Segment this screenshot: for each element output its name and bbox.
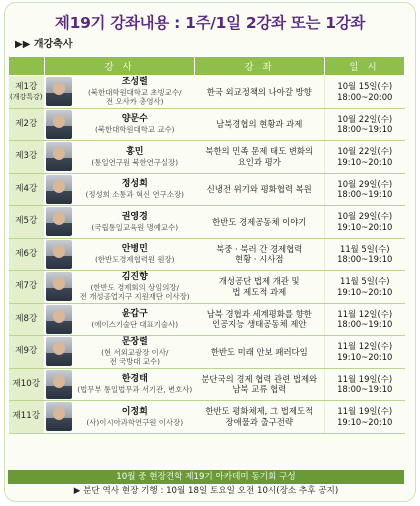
lecturer-name: 양문수 [121, 114, 148, 124]
lecture-topic-line: 북한의 민족 문제 태도 변화의 [205, 146, 314, 157]
lecturer-photo [46, 142, 72, 171]
lecture-datetime [325, 173, 405, 206]
lecturer-name: 조성렬 [121, 76, 148, 87]
lecture-time: 18:00~19:10 [337, 384, 393, 395]
lecture-topic-line: 북중 · 북러 간 경제협력 [216, 243, 303, 254]
lecturer-photo [46, 272, 72, 301]
lecture-time: 18:00~20:00 [337, 91, 393, 102]
lecture-date: 11월 5일(수) [340, 243, 390, 254]
lecturer-affiliation: (한반도경제협력원 원장) [94, 255, 175, 265]
lecture-topic [195, 238, 325, 271]
lecture-number-label: 제1강 [15, 82, 38, 92]
lecturer-name: 권영경 [121, 211, 148, 222]
lecturer-cell [45, 108, 195, 141]
table-header-row [9, 57, 405, 76]
table-row [9, 238, 405, 271]
lecturer-photo [46, 370, 72, 399]
lecturer-photo [46, 402, 72, 431]
lecture-datetime [325, 141, 405, 174]
table-row [9, 368, 405, 401]
lecturer-cell [45, 368, 195, 401]
lecture-number [9, 303, 45, 336]
table-row [9, 141, 405, 174]
lecturer-cell [45, 141, 195, 174]
lecture-time: 18:00~19:10 [337, 319, 393, 330]
lecture-date: 10월 22일(수) [337, 113, 393, 124]
page-title: 제19기 강좌내용 : 1주/1일 2강좌 또는 1강좌 [54, 14, 366, 32]
lecture-time: 18:00~19:10 [337, 189, 393, 200]
table-row [9, 336, 405, 369]
lecture-datetime [325, 108, 405, 141]
lecture-number-label: 제6강 [15, 248, 38, 259]
lecture-datetime [325, 271, 405, 304]
lecture-number [9, 173, 45, 206]
lecturer-photo [46, 207, 72, 236]
lecture-topic-line: 요인과 평가 [237, 156, 281, 167]
lecturer-name: 이정희 [121, 406, 148, 417]
lecture-datetime [325, 238, 405, 271]
lecturer-cell [45, 336, 195, 369]
lecture-number-sub: (개강특강) [9, 92, 43, 101]
lecture-number-label: 제8강 [15, 313, 38, 324]
lecture-date: 10월 22일(수) [337, 146, 393, 157]
lecture-number-label: 제3강 [15, 151, 38, 162]
schedule-rows [9, 76, 405, 434]
lecture-time: 19:10~20:10 [337, 286, 393, 297]
lecturer-affiliation: (법무부 통일법무과 서기관, 변호사) [77, 385, 193, 395]
lecture-time: 18:00~19:10 [337, 124, 393, 135]
lecturer-affiliation: (현 서외교광장 이사/ [101, 348, 169, 358]
lecture-number-label: 제10강 [12, 378, 41, 389]
lecturer-photo [46, 175, 72, 204]
lecture-number-label: 제9강 [15, 346, 38, 357]
lecture-date: 11월 19일(수) [337, 373, 393, 384]
lecturer-photo [46, 305, 72, 334]
lecturer-affiliation: (사)이시아과학연구원 이사장) [86, 417, 184, 427]
lecture-number [9, 141, 45, 174]
lecture-topic [195, 271, 325, 304]
field-trip-note: ▶ 분단 역사 현장 기행 : 10월 18일 토요일 오전 10시(장소 추후 공지) [73, 486, 339, 496]
lecture-date: 11월 12일(수) [337, 341, 393, 352]
lecture-date: 10월 29일(수) [337, 211, 393, 222]
lecture-topic [195, 401, 325, 434]
table-row [9, 206, 405, 239]
lecture-datetime [325, 303, 405, 336]
lecturer-cell [45, 401, 195, 434]
lecture-datetime [325, 76, 405, 109]
lecture-time: 19:10~20:10 [337, 221, 393, 232]
lecturer-affiliation: (통일연구원 북한연구실장) [91, 157, 179, 167]
lecturer-photo [46, 337, 72, 366]
schedule-table [8, 56, 405, 434]
lecturer-affiliation: (한반도 경제회의 상임의장/ [90, 283, 180, 293]
lecture-time: 19:10~20:10 [337, 416, 393, 427]
lecturer-affiliation: (정성희 소통과 혁신 연구소장) [85, 190, 184, 200]
lecture-topic-line: 남북경협의 현황과 과제 [216, 119, 303, 129]
table-row [9, 303, 405, 336]
lecture-datetime [325, 368, 405, 401]
lecture-datetime [325, 336, 405, 369]
lecture-topic-line: 남북 경협과 세계평화를 향한 [206, 308, 312, 319]
lecturer-name: 문장렬 [121, 336, 148, 347]
lecture-topic-line: 한반도 미래 안보 패러다임 [210, 346, 308, 357]
lecture-topic-line: 현황 · 시사점 [235, 254, 284, 265]
lecture-number [9, 108, 45, 141]
lecturer-name: 한경태 [121, 374, 148, 384]
lecturer-cell [45, 271, 195, 304]
lecture-number [9, 206, 45, 239]
lecturer-affiliation: (북한대학원대학교 초빙교수/ [88, 88, 182, 98]
lecturer-cell [45, 303, 195, 336]
lecturer-affiliation: 전 국방대 교수) [109, 357, 160, 367]
lecturer-affiliation: (북한대학원대학교 교수) [94, 125, 175, 135]
header-lecturer: 강 사 [45, 57, 195, 76]
lecturer-name: 안병민 [121, 244, 148, 254]
lecture-topic-line: 한반도 평화체제, 그 법제도적 [205, 406, 314, 417]
lecture-topic-line: 개성공단 법제 개관 및 [218, 276, 300, 287]
lecture-date: 11월 19일(수) [337, 406, 393, 417]
lecture-date: 10월 15일(수) [337, 81, 393, 92]
lecturer-cell [45, 206, 195, 239]
lecture-topic-line: 신냉전 위기와 평화협력 복원 [206, 184, 312, 194]
lecture-time: 19:10~20:10 [337, 351, 393, 362]
lecturer-cell [45, 173, 195, 206]
lecture-topic [195, 173, 325, 206]
lecturer-cell [45, 238, 195, 271]
lecture-topic [195, 206, 325, 239]
lecture-topic-line: 법 제도적 과제 [232, 286, 287, 297]
lecture-topic-line: 한국 외교정책의 나아갈 방향 [206, 86, 312, 97]
lecture-number [9, 271, 45, 304]
lecture-time: 19:10~20:10 [337, 156, 393, 167]
lecture-topic-line: 한반도 경제공동체 이야기 [212, 216, 307, 227]
lecture-number-label: 제7강 [15, 281, 38, 292]
lecture-topic [195, 336, 325, 369]
lecture-number-label: 제4강 [15, 183, 38, 194]
table-row [9, 108, 405, 141]
lecturer-photo [46, 240, 72, 269]
lecture-topic-line: 분단국의 경제 협력 관련 법제와 [201, 373, 318, 384]
lecture-number [9, 238, 45, 271]
lecturer-name: 윤갑구 [121, 309, 148, 319]
lecture-topic-line: 남북 교류 협력 [232, 384, 287, 395]
section-label: ▶▶ 개강축사 [15, 39, 73, 50]
table-row [9, 401, 405, 434]
table-row [9, 173, 405, 206]
lecturer-photo [46, 110, 72, 139]
lecture-topic-line: 인공지능 생태공동체 제안 [212, 319, 307, 330]
lecturer-affiliation: 전 개성공업지구 지원재단 이사장) [79, 292, 190, 302]
lecturer-affiliation: (국립통일교육원 명예교수) [91, 222, 179, 232]
lecture-number-label: 제5강 [15, 216, 38, 227]
lecturer-name: 정성희 [121, 179, 148, 189]
lecturer-name: 홍민 [126, 146, 144, 157]
lecture-number [9, 401, 45, 434]
lecture-topic [195, 76, 325, 109]
lecturer-affiliation: (에이스기술단 대표기술사) [91, 320, 179, 330]
lecture-date: 11월 5일(수) [340, 276, 390, 287]
lecture-date: 10월 29일(수) [337, 178, 393, 189]
lecture-time: 18:00~19:10 [337, 254, 393, 265]
lecture-number [9, 336, 45, 369]
lecture-topic [195, 108, 325, 141]
header-lecture: 강 좌 [195, 57, 325, 76]
lecturer-affiliation: 전 오사카 총영사) [105, 97, 164, 107]
lecturer-photo [46, 77, 72, 106]
cohort-banner: 10월 중 현장견학 제19기 아카데미 동기회 구성 [8, 470, 404, 484]
header-no [9, 57, 45, 76]
lecture-topic [195, 303, 325, 336]
lecture-datetime [325, 401, 405, 434]
lecturer-cell [45, 76, 195, 109]
lecture-topic [195, 141, 325, 174]
header-datetime: 일 시 [325, 57, 405, 76]
lecture-datetime [325, 206, 405, 239]
lecture-number-label: 제11강 [12, 411, 41, 422]
lecture-number-label: 제2강 [15, 118, 38, 129]
lecture-number [9, 368, 45, 401]
lecture-number [9, 76, 45, 109]
lecture-topic [195, 368, 325, 401]
lecture-topic-line: 장애물과 출구전략 [225, 416, 293, 427]
lecture-date: 11월 12일(수) [337, 308, 393, 319]
table-row [9, 76, 405, 109]
lecturer-name: 김진향 [121, 271, 148, 282]
table-row [9, 271, 405, 304]
